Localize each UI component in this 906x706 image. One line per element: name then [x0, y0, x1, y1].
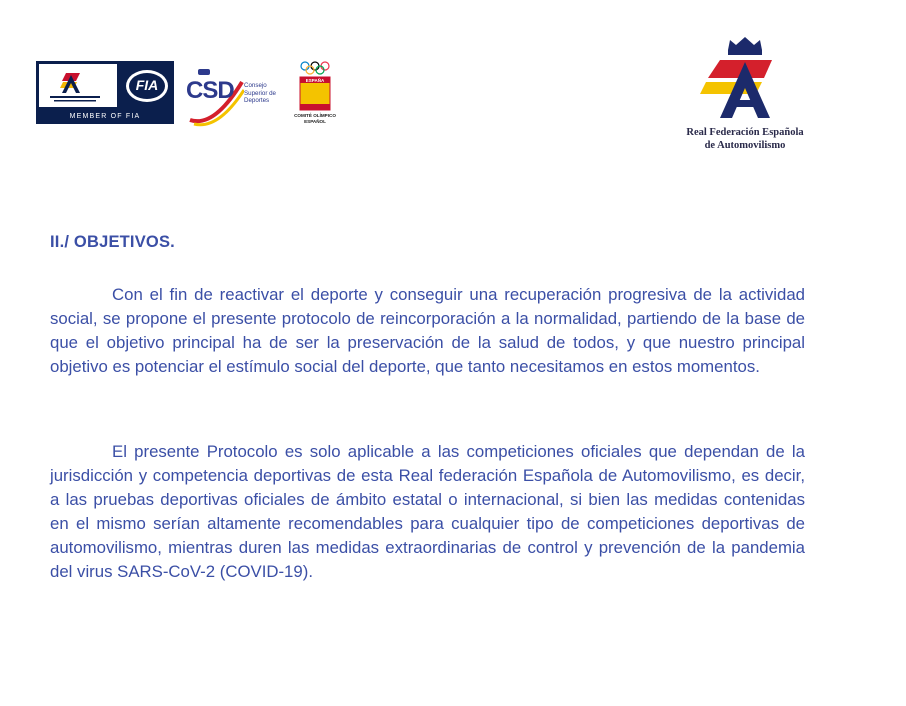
csd-abbr: CSD [186, 77, 234, 104]
csd-name-line: Deportes [244, 97, 270, 104]
paragraph: El presente Protocolo es solo aplicable a las competiciones oficiales que dependan de la jurisdicción y competencia deportivas de esta Real federación Española de Automovilismo, es decir, a las pruebas deportivas oficiales de ámbito estatal o internacional, si bien las medidas contenidas en el mismo serían altamente recomendables para cualquier tipo de competiciones deportivas de automovilismo, mientras duren las medidas extraordinarias de control y prevención de la pandemia del virus SARS-CoV-2 (COVID-19). [50, 442, 805, 581]
csd-name-line: Superior de [244, 89, 276, 97]
csd-name-line: Consejo [244, 82, 267, 89]
coe-logo [290, 60, 340, 132]
rfea-logo [660, 36, 830, 156]
coe-name-line: COMITÉ OLÍMPICO [294, 113, 336, 118]
coe-name-line: ESPAÑOL [304, 118, 326, 124]
fia-member-logo [36, 61, 174, 124]
rfea-name-line: Real Federación Española [686, 127, 804, 138]
rfea-name-line: de Automovilismo [704, 140, 786, 151]
section-heading: II./ OBJETIVOS. [50, 233, 175, 251]
csd-name [244, 82, 288, 105]
coe-flag-text: ESPAÑA [305, 78, 325, 83]
csd-logo [184, 68, 288, 128]
fia-badge-text: FIA [135, 77, 159, 93]
fia-member-label: MEMBER OF FIA [36, 110, 174, 124]
coe-emblem [290, 60, 340, 112]
rfea-emblem [660, 36, 830, 124]
coe-name [290, 113, 340, 124]
rfea-name [660, 126, 830, 152]
paragraph: Con el fin de reactivar el deporte y conseguir una recuperación progresiva de la actividad social, se propone el presente protocolo de reincorporación a la normalidad, partiendo de la base de que el objetivo principal ha de ser la preservación de la salud de todos, y que nuestro principal objetivo es potenciar el estímulo social del deporte, que tanto necesitamos en estos momentos. [50, 285, 805, 376]
